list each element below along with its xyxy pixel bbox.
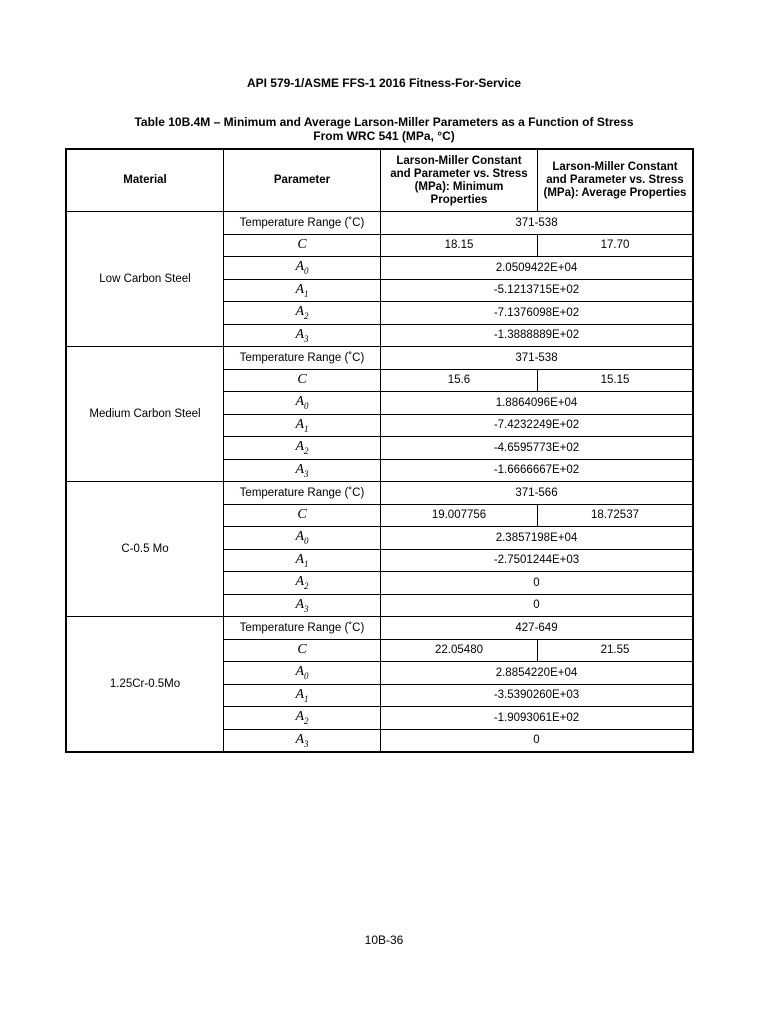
material-cell: Medium Carbon Steel [66, 347, 224, 482]
table-row [66, 347, 693, 370]
param-a3-symbol-base: A [295, 731, 305, 747]
a1-value: -2.7501244E+03 [381, 549, 694, 572]
table-caption [0, 115, 768, 143]
param-a3-symbol-sub: 3 [304, 333, 309, 344]
param-a1-symbol-sub: 1 [304, 288, 309, 299]
material-cell: C-0.5 Mo [66, 482, 224, 617]
c-avg-value: 21.55 [538, 639, 694, 662]
param-a1-symbol-base: A [295, 281, 305, 297]
param-a1-symbol-sub: 1 [304, 693, 309, 704]
c-avg-value: 18.72537 [538, 504, 694, 527]
param-a3 [224, 729, 381, 752]
param-a0-symbol-base: A [295, 664, 305, 680]
param-a1-symbol-base: A [295, 551, 305, 567]
param-a1-symbol [295, 417, 308, 432]
param-a2-symbol-base: A [295, 439, 305, 455]
param-a0 [224, 527, 381, 550]
param-c-symbol: C [297, 642, 307, 658]
param-c-symbol: C [297, 372, 307, 388]
c-min-value: 22.05480 [381, 639, 538, 662]
temp-range-value: 371-566 [381, 482, 694, 505]
param-a0-symbol-sub: 0 [304, 536, 309, 547]
param-a0-symbol-sub: 0 [304, 401, 309, 412]
param-a0-symbol [295, 664, 309, 682]
param-c [224, 504, 381, 527]
param-a0-symbol [295, 529, 309, 547]
param-a3 [224, 459, 381, 482]
param-a0-symbol-base: A [295, 394, 305, 410]
param-a1 [224, 279, 381, 302]
a2-value: -7.1376098E+02 [381, 302, 694, 325]
param-a0-symbol-base: A [295, 529, 305, 545]
a3-value: 0 [381, 729, 694, 752]
param-a2-symbol [295, 709, 309, 727]
param-a2-symbol-base: A [295, 574, 305, 590]
a3-value: -1.6666667E+02 [381, 459, 694, 482]
param-a0 [224, 257, 381, 280]
param-a2-symbol-sub: 2 [304, 581, 309, 592]
a1-value: -3.5390260E+03 [381, 684, 694, 707]
param-a3-symbol-base: A [295, 326, 305, 342]
param-a2 [224, 302, 381, 325]
temp-range-label: Temperature Range (˚C) [224, 617, 381, 640]
param-a1-symbol-sub: 1 [304, 558, 309, 569]
param-a2-symbol [295, 439, 309, 457]
param-a0 [224, 662, 381, 685]
param-a2-symbol-sub: 2 [304, 446, 309, 457]
temp-range-label: Temperature Range (˚C) [224, 482, 381, 505]
param-a0-symbol-sub: 0 [304, 671, 309, 682]
param-a3 [224, 594, 381, 617]
table-row [66, 482, 693, 505]
material-cell: Low Carbon Steel [66, 212, 224, 347]
larson-miller-table [65, 148, 694, 753]
param-c [224, 369, 381, 392]
a3-value: 0 [381, 594, 694, 617]
param-a1 [224, 684, 381, 707]
a0-value: 2.0509422E+04 [381, 257, 694, 280]
table-body [66, 212, 693, 753]
a1-value: -5.1213715E+02 [381, 279, 694, 302]
a2-value: 0 [381, 572, 694, 595]
param-a0-symbol-sub: 0 [304, 266, 309, 277]
param-a3-symbol [295, 462, 308, 477]
a0-value: 2.3857198E+04 [381, 527, 694, 550]
a2-value: -4.6595773E+02 [381, 437, 694, 460]
param-a1-symbol-sub: 1 [304, 423, 309, 434]
c-avg-value: 15.15 [538, 369, 694, 392]
param-a3-symbol-sub: 3 [304, 738, 309, 749]
a2-value: -1.9093061E+02 [381, 707, 694, 730]
temp-range-value: 371-538 [381, 212, 694, 235]
a0-value: 2.8854220E+04 [381, 662, 694, 685]
param-a2-symbol [295, 574, 309, 592]
col-header-parameter: Parameter [224, 149, 381, 212]
table-header-row [66, 149, 693, 212]
col-header-minimum: Larson-Miller Constant and Parameter vs. Stress (MPa): Minimum Properties [381, 149, 538, 212]
param-c [224, 639, 381, 662]
param-a3-symbol [295, 732, 308, 747]
param-a3-symbol-base: A [295, 596, 305, 612]
a0-value: 1.8864096E+04 [381, 392, 694, 415]
param-a2-symbol-base: A [295, 709, 305, 725]
param-c [224, 234, 381, 257]
param-a1-symbol [295, 552, 308, 567]
temp-range-value: 371-538 [381, 347, 694, 370]
param-a2-symbol-sub: 2 [304, 716, 309, 727]
param-a3-symbol-base: A [295, 461, 305, 477]
a3-value: -1.3888889E+02 [381, 324, 694, 347]
c-avg-value: 17.70 [538, 234, 694, 257]
material-cell: 1.25Cr-0.5Mo [66, 617, 224, 753]
param-a3 [224, 324, 381, 347]
param-a3-symbol [295, 597, 308, 612]
table-row [66, 617, 693, 640]
param-a1-symbol [295, 282, 308, 297]
param-a1 [224, 549, 381, 572]
param-a2 [224, 437, 381, 460]
temp-range-label: Temperature Range (˚C) [224, 212, 381, 235]
param-a0-symbol [295, 394, 309, 412]
param-a0-symbol [295, 259, 309, 277]
page-number: 10B-36 [364, 933, 404, 947]
param-a0-symbol-base: A [295, 259, 305, 275]
c-min-value: 15.6 [381, 369, 538, 392]
param-a3-symbol-sub: 3 [304, 603, 309, 614]
col-header-average: Larson-Miller Constant and Parameter vs. Stress (MPa): Average Properties [538, 149, 694, 212]
page-header: API 579-1/ASME FFS-1 2016 Fitness-For-Service [246, 76, 522, 90]
table-row [66, 212, 693, 235]
param-a1-symbol-base: A [295, 686, 305, 702]
caption-line-1: Table 10B.4M – Minimum and Average Larson-Miller Parameters as a Function of Stress [134, 115, 634, 129]
param-a1-symbol [295, 687, 308, 702]
param-a1 [224, 414, 381, 437]
param-a0 [224, 392, 381, 415]
temp-range-label: Temperature Range (˚C) [224, 347, 381, 370]
col-header-material: Material [66, 149, 224, 212]
param-a2-symbol-base: A [295, 304, 305, 320]
a1-value: -7.4232249E+02 [381, 414, 694, 437]
param-a2 [224, 707, 381, 730]
param-c-symbol: C [297, 507, 307, 523]
param-a2-symbol-sub: 2 [304, 311, 309, 322]
param-a3-symbol-sub: 3 [304, 468, 309, 479]
param-c-symbol: C [297, 237, 307, 253]
param-a3-symbol [295, 327, 308, 342]
param-a1-symbol-base: A [295, 416, 305, 432]
param-a2 [224, 572, 381, 595]
caption-line-2: From WRC 541 (MPa, °C) [313, 129, 455, 143]
temp-range-value: 427-649 [381, 617, 694, 640]
c-min-value: 18.15 [381, 234, 538, 257]
c-min-value: 19.007756 [381, 504, 538, 527]
param-a2-symbol [295, 304, 309, 322]
